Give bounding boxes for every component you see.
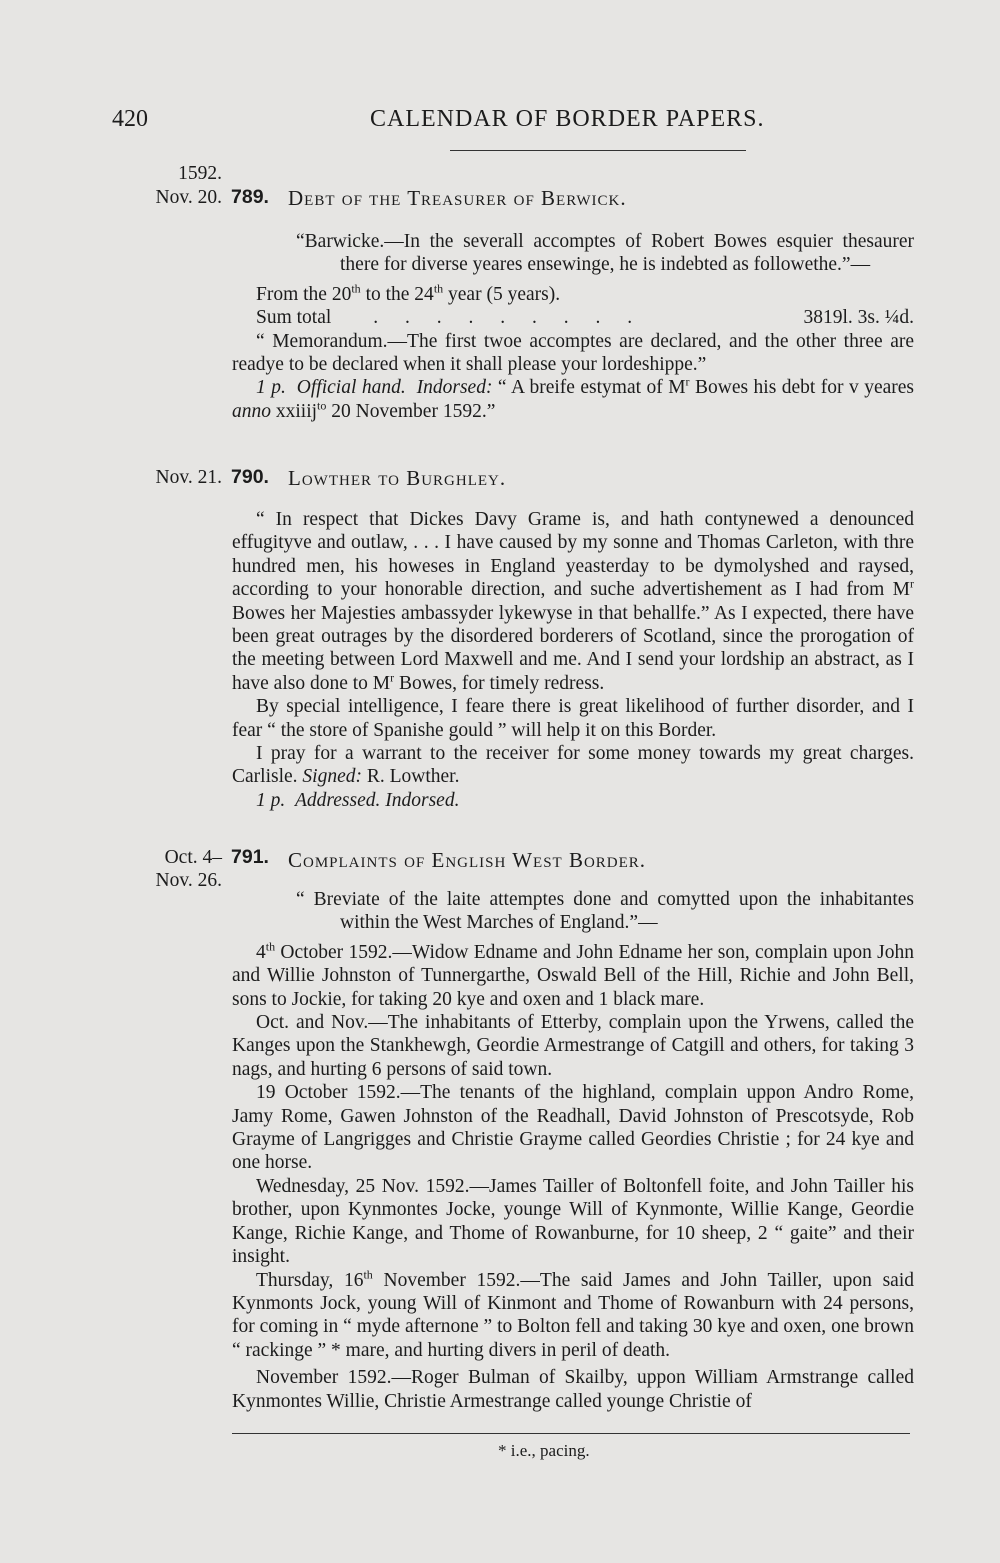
entry-date: Nov. 20. — [155, 187, 222, 208]
sum-label: Sum total — [256, 307, 332, 329]
archival-note: 1 p. Official hand. Indorsed: “ A breife estymat of $M^r$ Bowes his debt for v yeares anno xxiiij$^{to}$ 20 November 1592.” — [232, 374, 915, 422]
footnote: * i.e., pacing. — [498, 1441, 590, 1460]
complaint-4: Wednesday, 25 Nov. 1592.—James Tailler of Boltonfell foite, and John Tailler his brother, upon Kynmontes Jocke, younge Will of Kynmonte, Willie Kange, Geordie Kange, Richie Kange, and Thome of Rowanburne, for 10 sheep, 2 “ gaite” and their insight. — [232, 1175, 914, 1268]
leader-dots: . . . . . . . . . — [373, 307, 644, 329]
entry-title: Complaints of English West Border. — [288, 848, 647, 872]
complaint-5: Thursday, 16th November 1592.—The said James and John Tailler, upon said Kynmonts Jock, young Will of Kinmont and Thome of Rowanburn with 24 persons, for coming in “ myde afternone ” to Bolton fell and taking 30 kye and oxen, one brown “ rackinge ” * mare, and hurting divers in peril of death. — [232, 1267, 914, 1361]
entry-title: Debt of the Treasurer of Berwick. — [288, 186, 627, 210]
complaint-2: Oct. and Nov.—The inhabitants of Etterby, complain upon the Yrwens, called the Kanges upon the Stankhewgh, Geordie Armestrange of Catgill and others, for taking 3 nags, and hurting 6 persons of said town. — [232, 1012, 914, 1080]
archival-note: 1 p. Addressed. Indorsed. — [256, 789, 460, 811]
entry-number: 789. — [231, 186, 269, 208]
period-line: From the 20th to the 24th year (5 years). — [256, 281, 561, 305]
entry-body — [232, 508, 914, 812]
header-rule — [450, 150, 746, 151]
page-number: 420 — [112, 106, 148, 132]
sum-amount: 3819l. 3s. ¼d. — [803, 307, 914, 329]
complaint-1: 4th October 1592.—Widow Edname and John Edname her son, complain upon John and Willie Johnston of Tunnergarthe, Oswald Bell of the Hill, Richie and John Bell, sons to Jockie, for taking 20 kye and oxen and 1 black mare. — [232, 939, 914, 1010]
letter-paragraph-3: I pray for a warrant to the receiver for some money towards my great charges. Carlisle. Signed: R. Lowther. — [232, 743, 914, 788]
complaint-6: November 1592.—Roger Bulman of Skailby, uppon William Armstrange called Kynmontes Willie, Christie Armestrange called younge Christie of — [232, 1367, 914, 1412]
footnote-rule — [232, 1433, 910, 1434]
entry-number: 791. — [231, 846, 269, 868]
memorandum-paragraph: “ Memorandum.—The first twoe accomptes are declared, and the other three are readye to be declared when it shall please your lordeshippe.” — [232, 330, 914, 376]
quoted-heading: “ Breviate of the laite attemptes done and comytted upon the inhabitantes within the West Marches of England.”— — [296, 889, 914, 934]
letter-paragraph-2: By special intelligence, I feare there is great likelihood of further disorder, and I fear “ the store of Spanishe gould ” will help it on this Border. — [232, 696, 914, 741]
entry-date-end: Nov. 26. — [155, 870, 222, 891]
entry-number: 790. — [231, 466, 269, 488]
page-header — [112, 106, 780, 136]
quoted-heading: “Barwicke.—In the severall accomptes of Robert Bowes esquier thesaurer there for diverse yeares ensewinge, he is indebted as followethe.”— — [296, 231, 914, 276]
running-title: CALENDAR OF BORDER PAPERS. — [370, 106, 765, 132]
letter-paragraph-1: “ In respect that Dickes Davy Grame is, and hath contynewed a denounced effugityve and outlaw, . . . I have caused by my sonne and Thomas Carleton, with thre hundred men, his howeses in England yeasterday to be dymolyshed and raysed, according to your honorable direction, and suche advertishement as I had from $M^r$ Bowes her Majesties ambassyder lykewyse in that behallfe.” As I expected, there have been great outrages by the disordered borderers of Scotland, since the prorogation of the meeting between Lord Maxwell and me. And I send your lordship an abstract, as I have also done to $M^r$ Bowes, for timely redress. — [232, 509, 914, 694]
entry-date: Nov. 21. — [155, 467, 222, 488]
entry-body — [232, 230, 914, 423]
sum-total-line — [232, 306, 914, 329]
entry-body — [232, 888, 914, 1413]
complaint-3: 19 October 1592.—The tenants of the highland, complain uppon Andro Rome, Jamy Rome, Gawen Johnston of the Readhall, David Johnston of Prescotsyde, Rob Grayme of Langrigges and Christie Grayme called Geordies Christie ; for 24 kye and one horse. — [232, 1082, 914, 1174]
entry-year: 1592. — [178, 163, 222, 184]
entry-date-start: Oct. 4– — [164, 847, 222, 868]
entry-title: Lowther to Burghley. — [288, 466, 507, 490]
